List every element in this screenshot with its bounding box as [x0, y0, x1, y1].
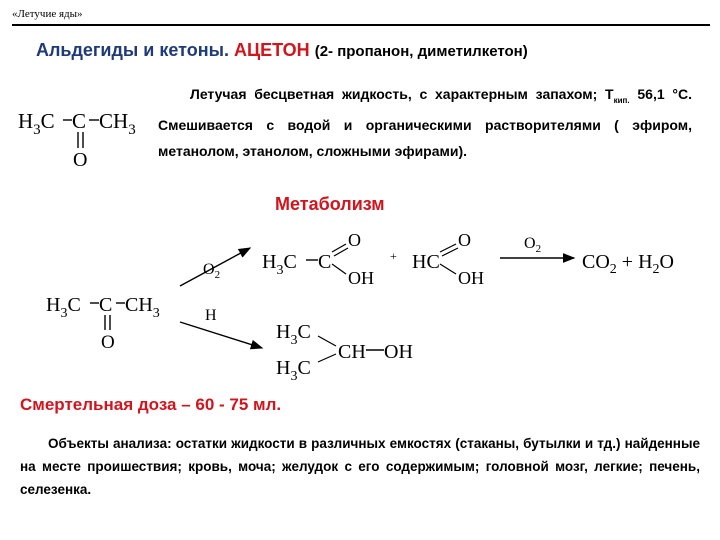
acetone-structure-top — [14, 96, 164, 172]
description-text-1: Летучая бесцветная жидкость, с характерным запахом; Т — [190, 86, 614, 102]
svg-text:O: O — [458, 230, 471, 250]
svg-text:CH3: $CH_3$ — [125, 294, 160, 321]
description-text-2: 56,1 °С. Смешивается с водой и органическими растворителями ( эфиром, метанолом, этанолом, сложными эфирами). — [158, 86, 692, 159]
formic-acid-structure — [412, 230, 484, 288]
reduction-arrow — [180, 322, 262, 348]
svg-text:HC: HC — [412, 251, 440, 273]
slide-header: «Летучие яды» — [12, 8, 83, 20]
title-prefix: Альдегиды и кетоны. — [36, 40, 229, 60]
title-acetone: АЦЕТОН — [233, 40, 310, 60]
reduction-label: H — [205, 307, 217, 324]
acetone-description — [158, 82, 692, 164]
svg-text:OH: OH — [384, 341, 413, 363]
plus-sign: + — [390, 249, 397, 263]
svg-text:C: C — [72, 109, 87, 133]
svg-text:H3C: $H_3C$ — [46, 294, 81, 321]
oxidation-label: $O_2$ — [203, 261, 221, 281]
metabolism-scheme — [0, 222, 720, 392]
svg-text:H3C: $H_3C$ — [18, 109, 55, 138]
lethal-dose: Смертельная доза – 60 - 75 мл. — [20, 395, 282, 414]
slide-title — [36, 40, 528, 61]
svg-text:CH: CH — [338, 341, 366, 363]
svg-text:O: O — [101, 332, 115, 353]
header-divider — [12, 24, 710, 26]
svg-text:O: O — [348, 230, 361, 250]
final-products: $CO_2 + H_2O$ — [582, 251, 674, 277]
acetone-structure-scheme — [46, 294, 160, 353]
svg-text:C: C — [99, 294, 113, 316]
svg-text:OH: OH — [348, 268, 374, 288]
analysis-objects: Объекты анализа: остатки жидкости в различных емкостях (стаканы, бутылки и тд.) найденные на месте проишествия; кровь, моча; желудок с его содержимым; головной мозг, легкие; печень, селезенка. — [20, 436, 700, 497]
title-synonyms: (2- пропанон, диметилкетон) — [314, 43, 528, 60]
svg-text:C: C — [318, 251, 332, 273]
metabolism-title: Метаболизм — [275, 194, 385, 214]
boiling-subscript: кип. — [613, 95, 630, 105]
svg-text:OH: OH — [458, 268, 484, 288]
svg-text:O: O — [73, 149, 88, 171]
svg-text:H3C: $H_3C$ — [276, 357, 311, 384]
svg-text:H3C: $H_3C$ — [262, 251, 297, 278]
final-oxidant-label: $O_2$ — [524, 235, 542, 255]
svg-text:H3C: $H_3C$ — [276, 321, 311, 348]
isopropanol-structure — [276, 321, 413, 384]
acetic-acid-structure — [262, 230, 374, 288]
svg-text:CH3: $CH_3$ — [99, 109, 136, 138]
